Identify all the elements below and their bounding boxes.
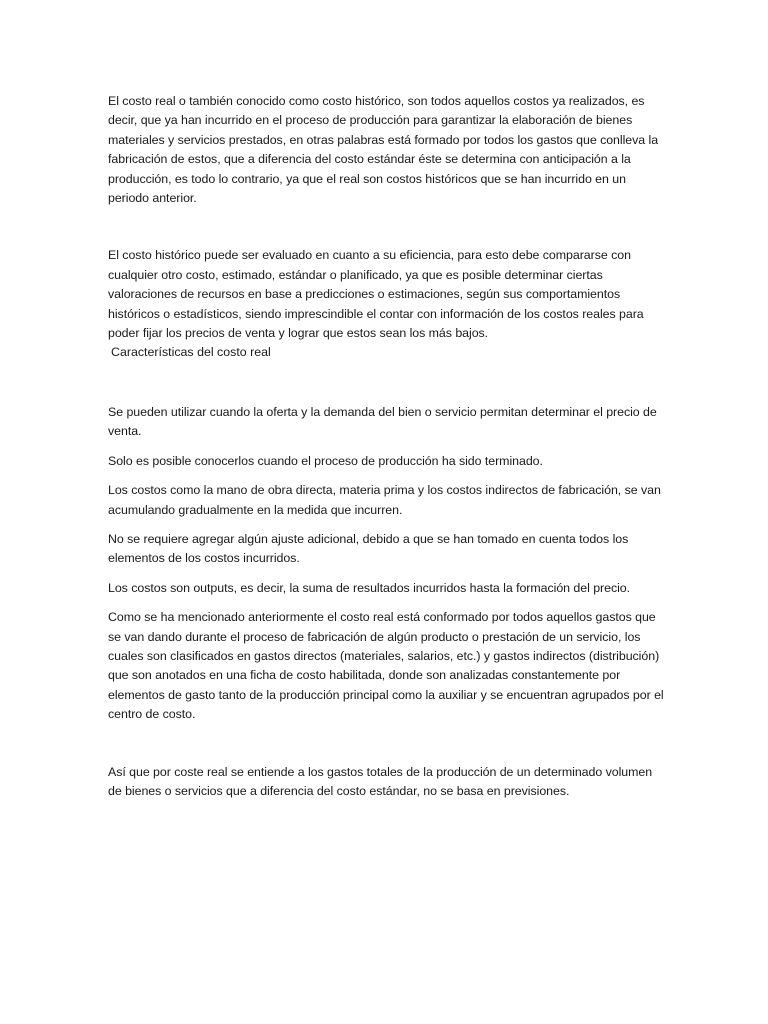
characteristic-item-4: No se requiere agregar algún ajuste adicional, debido a que se han tomado en cuenta todos los elementos de los costos incurridos. [108,531,629,566]
characteristic-item-6: Como se ha mencionado anteriormente el costo real está conformado por todos aquellos gastos que se van dando durante el proceso de fabricación de algún producto o prestación de un servicio, los cuales son clasificados en gastos directos (materiales, salarios, etc.) y gastos indirectos (distribución) que son anotados en una ficha de costo habilitada, donde son analizadas constantemente por elementos de gasto tanto de la producción principal como la auxiliar y se encuentran agrupados por el centro de costo. [108,610,664,722]
intro-paragraph-2: El costo histórico puede ser evaluado en cuanto a su eficiencia, para esto debe compararse con cualquier otro costo, estimado, estándar o planificado, ya que es posible determinar ciertas valoraciones de recursos en base a predicciones o estimaciones, según sus comportamientos históricos o estadísticos, siendo imprescindible el contar con información de los costos reales para poder fijar los precios de venta y lograr que estos sean los más bajos. [108,248,644,341]
characteristic-item-5: Los costos son outputs, es decir, la suma de resultados incurridos hasta la formación del precio. [108,580,631,595]
characteristic-item-1: Se pueden utilizar cuando la oferta y la demanda del bien o servicio permitan determinar el precio de venta. [108,404,657,439]
characteristic-item-2: Solo es posible conocerlos cuando el proceso de producción ha sido terminado. [108,453,543,468]
section-heading: Características del costo real [111,345,271,360]
characteristic-item-3: Los costos como la mano de obra directa, materia prima y los costos indirectos de fabricación, se van acumulando gradualmente en la medida que incurren. [108,483,661,517]
conclusion-paragraph: Así que por coste real se entiende a los gastos totales de la producción de un determinado volumen de bienes o servicios que a diferencia del costo estándar, no se basa en previsiones. [108,764,653,798]
intro-paragraph-1: El costo real o también conocido como costo histórico, son todos aquellos costos ya realizados, es decir, que ya han incurrido en el proceso de producción para garantizar la elaboración de bienes materiales y servicios prestados, en otras palabras está formado por todos los gastos que conlleva la fabricación de estos, que a diferencia del costo estándar éste se determina con anticipación a la producción, es todo lo contrario, ya que el real son costos históricos que se han incurrido en un periodo anterior. [108,94,659,206]
document-page [108,92,668,801]
